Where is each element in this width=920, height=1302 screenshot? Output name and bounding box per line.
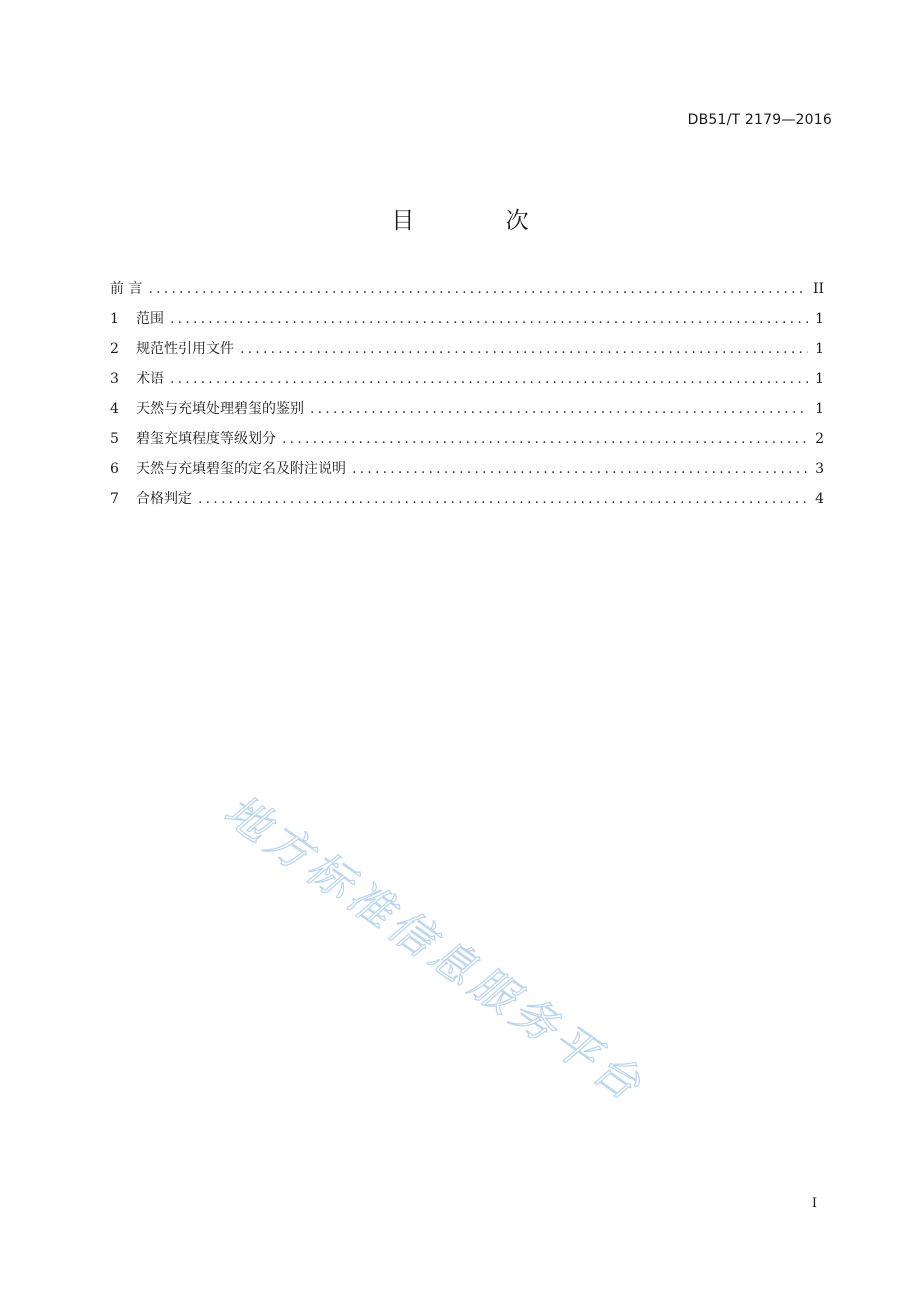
toc-entry-7[interactable] — [110, 488, 824, 518]
toc-dot-leader — [170, 371, 808, 387]
toc-entry-1[interactable] — [110, 308, 824, 338]
toc-dot-leader — [352, 461, 808, 477]
toc-entry-page: 1 — [815, 401, 824, 417]
document-code: DB51/T 2179—2016 — [687, 112, 832, 128]
toc-entry-number: 4 — [110, 401, 119, 417]
toc-dot-leader — [170, 311, 808, 327]
toc-entry-label: 天然与充填碧玺的定名及附注说明 — [136, 461, 346, 477]
toc-entry-number: 1 — [110, 311, 119, 327]
toc-entry-label: 碧玺充填程度等级划分 — [136, 431, 276, 447]
toc-entry-label: 前 言 — [110, 281, 143, 297]
toc-title: 目 次 — [391, 208, 571, 234]
toc-entry-page: II — [812, 281, 824, 297]
toc-dot-leader — [240, 341, 808, 357]
toc-entry-preface[interactable] — [110, 278, 824, 308]
toc-entry-page: 4 — [815, 491, 824, 507]
toc-dot-leader — [148, 281, 806, 297]
page-number: I — [811, 1196, 817, 1211]
toc-entry-number: 3 — [110, 371, 119, 387]
toc-entry-label: 范围 — [136, 311, 164, 327]
toc-dot-leader — [310, 401, 808, 417]
toc-entry-number: 2 — [110, 341, 119, 357]
toc-entry-2[interactable] — [110, 338, 824, 368]
toc-entry-number: 5 — [110, 431, 119, 447]
toc-entry-number: 6 — [110, 461, 119, 477]
toc-entry-6[interactable] — [110, 458, 824, 488]
toc-entry-page: 1 — [815, 311, 824, 327]
toc-entry-page: 2 — [815, 431, 824, 447]
toc-entry-page: 3 — [815, 461, 824, 477]
toc-dot-leader — [282, 431, 808, 447]
watermark: 地方标准信息服务平台 — [214, 784, 654, 1114]
toc-entry-number: 7 — [110, 491, 119, 507]
toc-entry-5[interactable] — [110, 428, 824, 458]
toc-entry-4[interactable] — [110, 398, 824, 428]
toc-entry-label: 术语 — [136, 371, 164, 387]
toc-entry-3[interactable] — [110, 368, 824, 398]
table-of-contents — [110, 278, 824, 518]
toc-entry-label: 天然与充填处理碧玺的鉴别 — [136, 401, 304, 417]
toc-entry-label: 合格判定 — [136, 491, 192, 507]
toc-entry-page: 1 — [815, 371, 824, 387]
toc-entry-label: 规范性引用文件 — [136, 341, 234, 357]
toc-entry-page: 1 — [815, 341, 824, 357]
toc-dot-leader — [198, 491, 808, 507]
